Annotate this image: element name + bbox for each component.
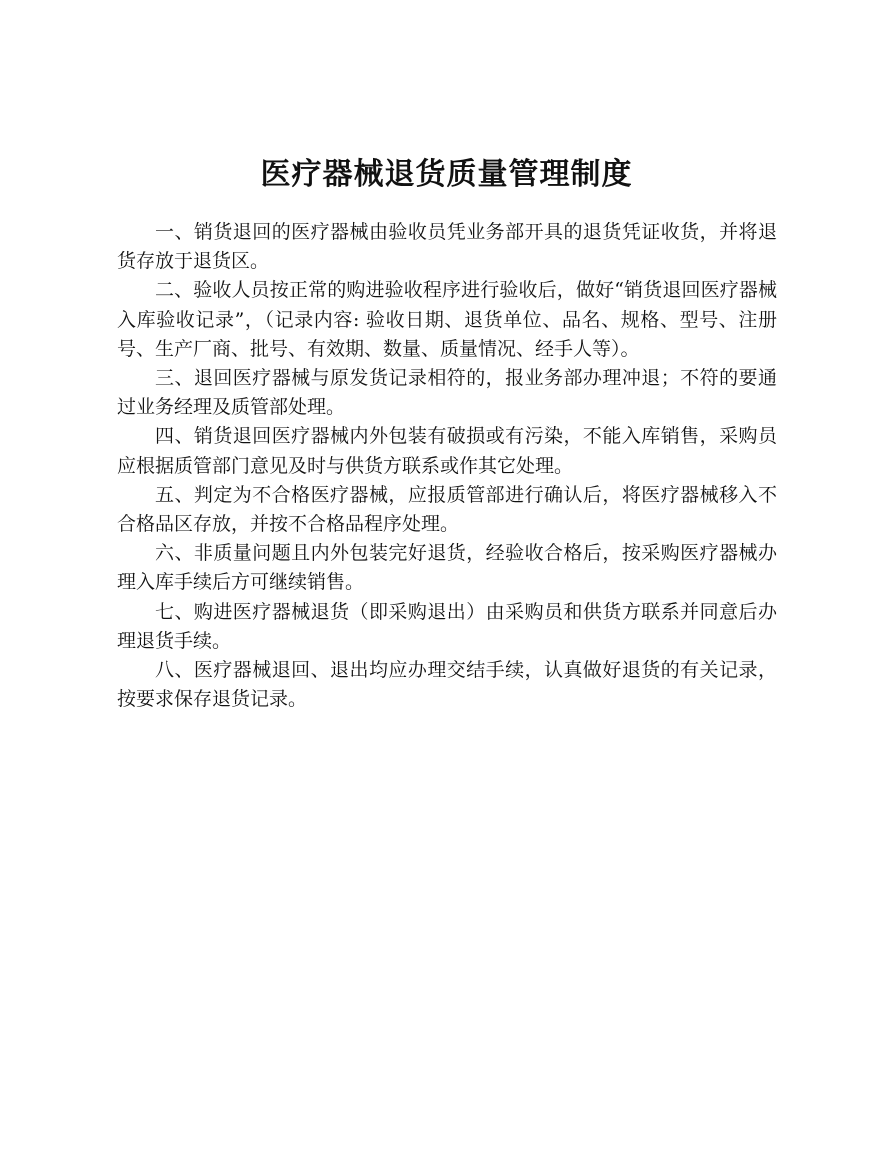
paragraph-5: 五、判定为不合格医疗器械，应报质管部进行确认后，将医疗器械移入不合格品区存放，并按不合格品程序处理。 xyxy=(117,483,777,536)
paragraph-6: 六、非质量问题且内外包装完好退货，经验收合格后，按采购医疗器械办理入库手续后方可继续销售。 xyxy=(117,542,777,594)
paragraph-3: 三、退回医疗器械与原发货记录相符的，报业务部办理冲退；不符的要通过业务经理及质管部处理。 xyxy=(117,367,777,419)
paragraph-8: 八、医疗器械退回、退出均应办理交结手续，认真做好退货的有关记录，按要求保存退货记录。 xyxy=(117,659,777,711)
paragraph-4: 四、销货退回医疗器械内外包装有破损或有污染，不能入库销售，采购员应根据质管部门意见及时与供货方联系或作其它处理。 xyxy=(117,425,777,477)
paragraph-7: 七、购进医疗器械退货（即采购退出）由采购员和供货方联系并同意后办理退货手续。 xyxy=(117,600,777,652)
document-title: 医疗器械退货质量管理制度 xyxy=(260,157,633,192)
paragraph-1: 一、销货退回的医疗器械由验收员凭业务部开具的退货凭证收货，并将退货存放于退货区。 xyxy=(117,221,777,273)
document-body xyxy=(117,218,777,714)
paragraph-2: 二、验收人员按正常的购进验收程序进行验收后，做好“销货退回医疗器械入库验收记录”，（记录内容: 验收日期、退货单位、品名、规格、型号、注册号、生产厂商、批号、有效期、数量、质量情况、经手人等）。 xyxy=(117,279,777,360)
